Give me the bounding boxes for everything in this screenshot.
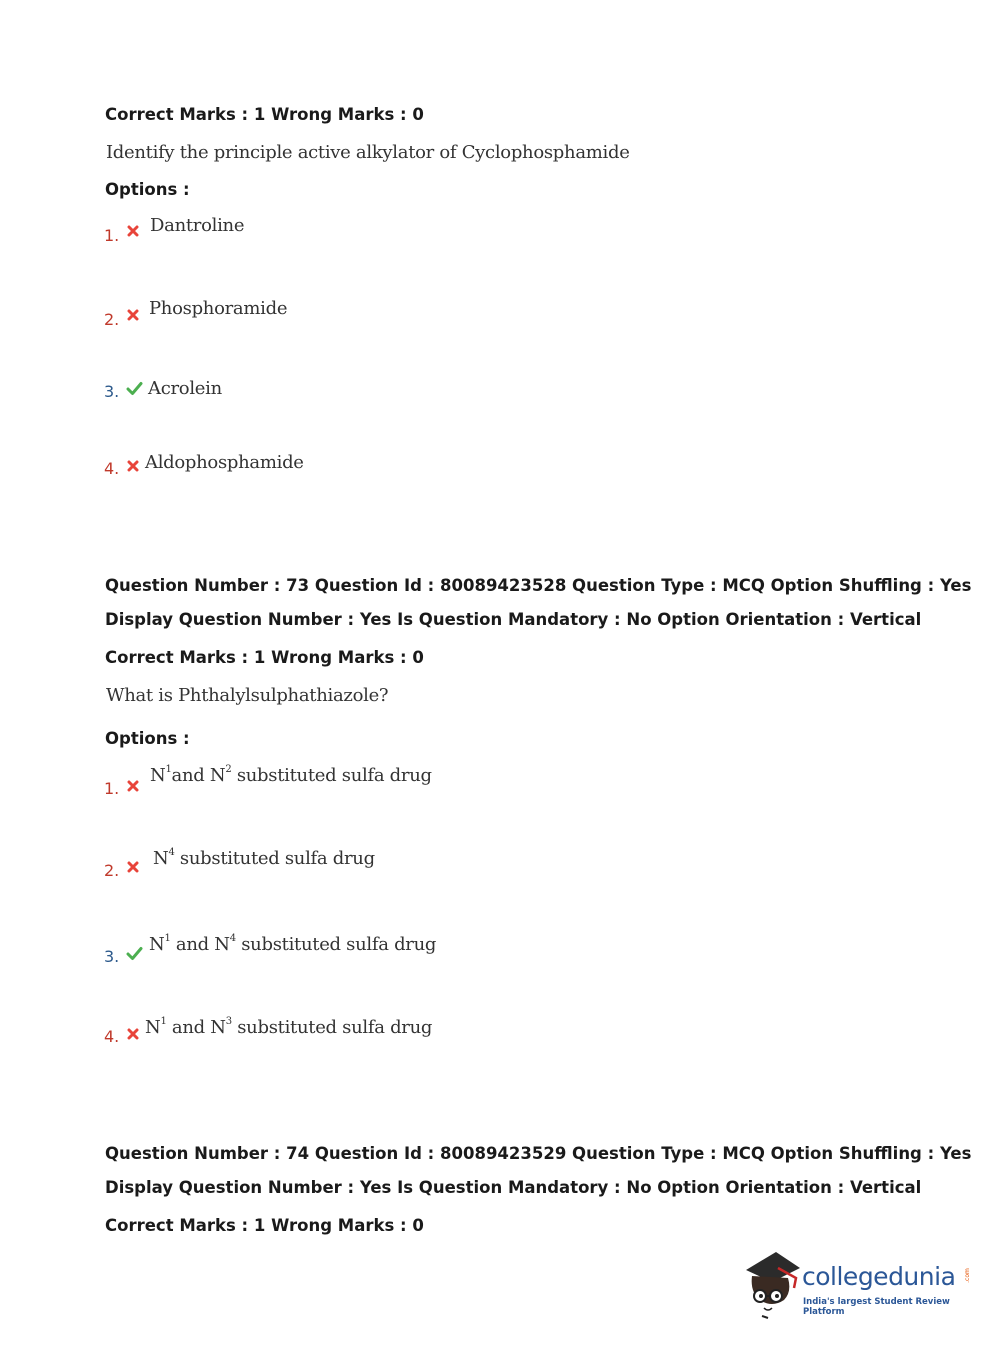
option-text: $N^1and$ $N^2$ substituted sulfa drug [150,764,432,786]
option-item [104,848,604,888]
options-label: Options : [105,729,190,748]
option-number: 4. [104,459,120,478]
option-text: Phosphoramide [149,298,288,319]
options-label: Options : [105,180,190,199]
wrong-mark-icon [126,308,140,322]
marks-line: Correct Marks : 1 Wrong Marks : 0 [105,648,424,667]
option-text: $N^1$ and $N^4$ substituted sulfa drug [149,933,437,955]
option-text: $N^1$ and $N^3$ substituted sulfa drug [145,1016,433,1038]
option-item [104,215,604,255]
option-number: 2. [104,310,120,329]
option-text: $N^4$ substituted sulfa drug [153,847,375,869]
option-item [104,765,604,805]
mascot-icon [742,1248,804,1320]
question-text: What is Phthalylsulphathiazole? [106,685,389,706]
question-settings: Display Question Number : Yes Is Question Mandatory : No Option Orientation : Vertical [105,1178,922,1197]
option-text: Dantroline [150,215,245,236]
wrong-mark-icon [126,459,140,473]
option-item [104,378,604,418]
option-number: 4. [104,1027,120,1046]
wrong-mark-icon [126,1027,140,1041]
option-item [104,298,604,338]
option-item [104,934,604,974]
brand-tagline: India's largest Student Review Platform [803,1297,950,1317]
marks-line: Correct Marks : 1 Wrong Marks : 0 [105,1216,424,1235]
option-number: 1. [104,226,120,245]
wrong-mark-icon [126,779,140,793]
wrong-mark-icon [126,860,140,874]
collegedunia-logo [742,1248,972,1318]
question-settings: Display Question Number : Yes Is Question Mandatory : No Option Orientation : Vertical [105,610,922,629]
wrong-mark-icon [126,224,140,238]
question-text: Identify the principle active alkylator of Cyclophosphamide [106,142,630,163]
question-header: Question Number : 74 Question Id : 80089423529 Question Type : MCQ Option Shuffling : Yes [105,1144,972,1163]
option-number: 1. [104,779,120,798]
option-number: 2. [104,861,120,880]
correct-check-icon [126,381,143,396]
option-text: Aldophosphamide [145,452,304,473]
option-number: 3. [104,382,120,401]
option-item [104,452,604,492]
question-header: Question Number : 73 Question Id : 80089423528 Question Type : MCQ Option Shuffling : Yes [105,576,972,595]
correct-check-icon [126,946,143,961]
option-item [104,1017,604,1057]
option-text: Acrolein [148,378,222,399]
brand-name: collegedunia [802,1262,956,1291]
option-number: 3. [104,947,120,966]
brand-domain: .com [963,1268,971,1283]
marks-line: Correct Marks : 1 Wrong Marks : 0 [105,105,424,124]
